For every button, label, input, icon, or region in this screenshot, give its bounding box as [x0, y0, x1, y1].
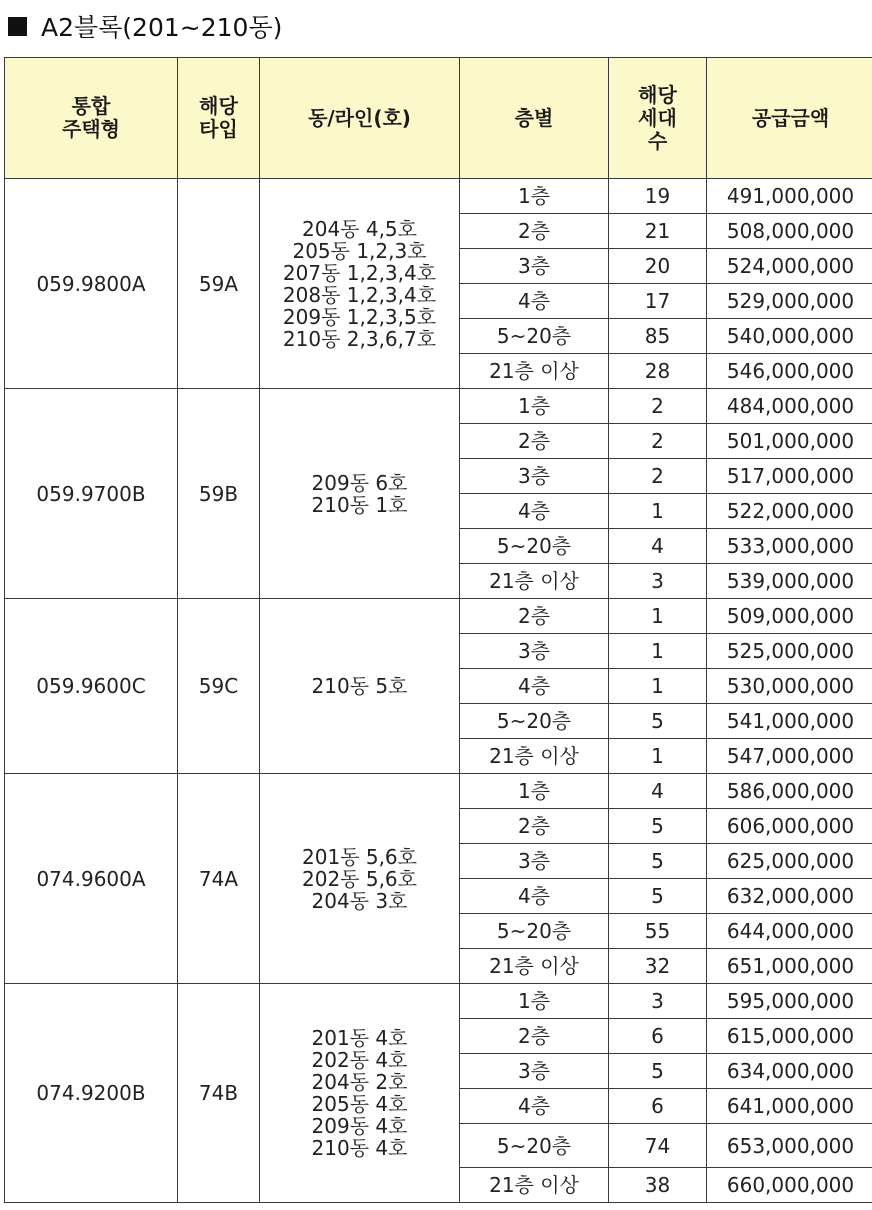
building-line-entry: 204동 3호 [311, 888, 408, 913]
unit-type: 59A [178, 179, 260, 389]
square-bullet-icon [8, 17, 27, 36]
floor-level: 4층 [460, 669, 609, 704]
supply-price: 501,000,000 [707, 424, 872, 459]
header-supply-price [707, 58, 872, 179]
unit-count: 3 [609, 984, 707, 1019]
supply-price: 651,000,000 [707, 949, 872, 984]
unit-count: 28 [609, 354, 707, 389]
housing-type-code: 074.9200B [5, 984, 178, 1203]
building-line-entry: 205동 4호 [311, 1092, 408, 1116]
building-line-list [260, 774, 460, 984]
housing-type-code: 059.9700B [5, 389, 178, 599]
floor-level: 1층 [460, 984, 609, 1019]
building-line-entry: 209동 1,2,3,5호 [282, 304, 437, 329]
supply-price: 641,000,000 [707, 1089, 872, 1124]
building-line-entry: 208동 1,2,3,4호 [282, 282, 437, 307]
supply-price: 539,000,000 [707, 564, 872, 599]
supply-price-table [4, 57, 872, 1203]
floor-level: 2층 [460, 214, 609, 249]
floor-level: 2층 [460, 1019, 609, 1054]
supply-price: 533,000,000 [707, 529, 872, 564]
unit-count: 2 [609, 389, 707, 424]
table-row [5, 179, 872, 214]
floor-level: 21층 이상 [460, 739, 609, 774]
unit-count: 19 [609, 179, 707, 214]
building-line-entry: 210동 2,3,6,7호 [282, 326, 437, 351]
housing-type-code: 059.9800A [5, 179, 178, 389]
floor-level: 21층 이상 [460, 1168, 609, 1203]
building-line-entry: 201동 4호 [311, 1026, 408, 1050]
supply-price: 530,000,000 [707, 669, 872, 704]
supply-price: 546,000,000 [707, 354, 872, 389]
floor-level: 3층 [460, 634, 609, 669]
floor-level: 3층 [460, 459, 609, 494]
unit-count: 1 [609, 739, 707, 774]
floor-level: 21층 이상 [460, 949, 609, 984]
unit-count: 5 [609, 1054, 707, 1089]
building-line-list [260, 599, 460, 774]
unit-count: 20 [609, 249, 707, 284]
unit-count: 21 [609, 214, 707, 249]
floor-level: 1층 [460, 179, 609, 214]
supply-price: 541,000,000 [707, 704, 872, 739]
supply-price: 547,000,000 [707, 739, 872, 774]
supply-price: 517,000,000 [707, 459, 872, 494]
building-line-entry: 201동 5,6호 [302, 844, 417, 869]
unit-count: 2 [609, 424, 707, 459]
building-line-entry: 207동 1,2,3,4호 [282, 260, 437, 285]
unit-count: 4 [609, 774, 707, 809]
unit-count: 1 [609, 494, 707, 529]
header-line: 동/라인(호) [308, 105, 411, 130]
floor-level: 2층 [460, 424, 609, 459]
unit-count: 1 [609, 669, 707, 704]
header-floor [460, 58, 609, 179]
floor-level: 21층 이상 [460, 354, 609, 389]
unit-count: 5 [609, 844, 707, 879]
floor-level: 1층 [460, 774, 609, 809]
table-row [5, 774, 872, 809]
unit-count: 3 [609, 564, 707, 599]
unit-count: 1 [609, 634, 707, 669]
header-building-line [260, 58, 460, 179]
supply-price: 653,000,000 [707, 1124, 872, 1168]
unit-count: 17 [609, 284, 707, 319]
page-title-text: A2블록(201~210동) [41, 13, 283, 42]
building-line-entry: 210동 5호 [311, 674, 408, 698]
building-line-entry: 210동 1호 [311, 492, 408, 517]
floor-level: 21층 이상 [460, 564, 609, 599]
supply-price: 606,000,000 [707, 809, 872, 844]
page-title [8, 6, 282, 46]
unit-count: 5 [609, 704, 707, 739]
building-line-entry: 204동 4,5호 [302, 216, 417, 241]
supply-price: 634,000,000 [707, 1054, 872, 1089]
building-line-entry: 202동 4호 [311, 1048, 408, 1072]
header-unit-type [178, 58, 260, 179]
header-line: 해당 [638, 82, 677, 107]
unit-type: 59C [178, 599, 260, 774]
housing-type-code: 074.9600A [5, 774, 178, 984]
floor-level: 2층 [460, 809, 609, 844]
unit-count: 2 [609, 459, 707, 494]
header-line: 해당 [199, 94, 238, 118]
floor-level: 4층 [460, 494, 609, 529]
supply-price: 508,000,000 [707, 214, 872, 249]
supply-price: 524,000,000 [707, 249, 872, 284]
floor-level: 5~20층 [460, 704, 609, 739]
building-line-entry: 209동 4호 [311, 1114, 408, 1138]
header-line: 타입 [199, 117, 238, 141]
header-line: 통합 [71, 94, 111, 118]
header-line: 수 [647, 128, 668, 153]
supply-price: 632,000,000 [707, 879, 872, 914]
floor-level: 4층 [460, 284, 609, 319]
floor-level: 5~20층 [460, 1124, 609, 1168]
floor-level: 5~20층 [460, 319, 609, 354]
unit-count: 1 [609, 599, 707, 634]
floor-level: 5~20층 [460, 529, 609, 564]
building-line-entry: 205동 1,2,3호 [292, 238, 427, 263]
unit-count: 32 [609, 949, 707, 984]
table-body [5, 179, 872, 1203]
floor-level: 3층 [460, 1054, 609, 1089]
floor-level: 5~20층 [460, 914, 609, 949]
supply-price: 484,000,000 [707, 389, 872, 424]
supply-price: 586,000,000 [707, 774, 872, 809]
header-unit-count [609, 58, 707, 179]
floor-level: 4층 [460, 879, 609, 914]
unit-count: 6 [609, 1089, 707, 1124]
building-line-list [260, 179, 460, 389]
supply-price: 525,000,000 [707, 634, 872, 669]
supply-price: 491,000,000 [707, 179, 872, 214]
supply-price: 540,000,000 [707, 319, 872, 354]
floor-level: 3층 [460, 844, 609, 879]
building-line-entry: 202동 5,6호 [302, 866, 417, 891]
header-line: 층별 [514, 105, 554, 130]
table-header-row [5, 58, 872, 179]
header-line: 세대 [638, 105, 677, 130]
floor-level: 2층 [460, 599, 609, 634]
supply-price: 529,000,000 [707, 284, 872, 319]
header-housing-type [5, 58, 178, 179]
building-line-entry: 204동 2호 [311, 1070, 408, 1094]
unit-type: 59B [178, 389, 260, 599]
building-line-entry: 210동 4호 [311, 1136, 408, 1160]
housing-type-code: 059.9600C [5, 599, 178, 774]
supply-price: 615,000,000 [707, 1019, 872, 1054]
floor-level: 1층 [460, 389, 609, 424]
building-line-entry: 209동 6호 [311, 470, 408, 495]
header-line: 주택형 [62, 117, 120, 141]
supply-price: 522,000,000 [707, 494, 872, 529]
unit-count: 5 [609, 809, 707, 844]
unit-count: 6 [609, 1019, 707, 1054]
unit-type: 74B [178, 984, 260, 1203]
supply-price: 509,000,000 [707, 599, 872, 634]
supply-price: 595,000,000 [707, 984, 872, 1019]
unit-count: 85 [609, 319, 707, 354]
table-row [5, 984, 872, 1019]
supply-price: 644,000,000 [707, 914, 872, 949]
supply-price: 625,000,000 [707, 844, 872, 879]
unit-count: 74 [609, 1124, 707, 1168]
building-line-list [260, 389, 460, 599]
floor-level: 3층 [460, 249, 609, 284]
building-line-list [260, 984, 460, 1203]
unit-type: 74A [178, 774, 260, 984]
floor-level: 4층 [460, 1089, 609, 1124]
table-row [5, 389, 872, 424]
unit-count: 38 [609, 1168, 707, 1203]
unit-count: 5 [609, 879, 707, 914]
supply-price: 660,000,000 [707, 1168, 872, 1203]
unit-count: 4 [609, 529, 707, 564]
header-line: 공급금액 [751, 105, 830, 130]
table-row [5, 599, 872, 634]
unit-count: 55 [609, 914, 707, 949]
